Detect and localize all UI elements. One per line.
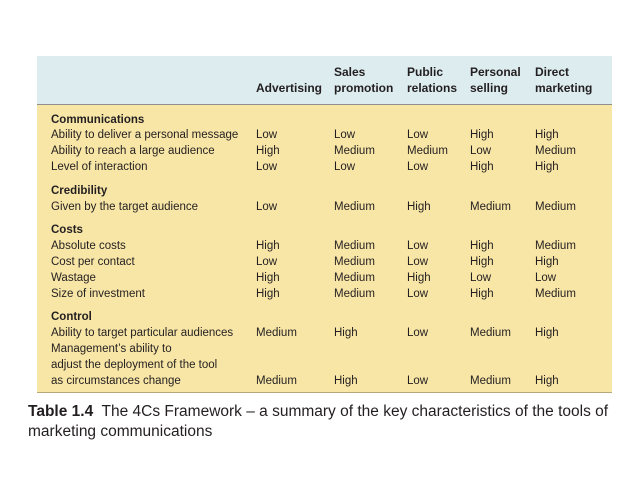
caption-text: The 4Cs Framework – a summary of the key characteristics of the tools of marketing communications	[28, 403, 609, 440]
row-label-line: adjust the deployment of the tool	[51, 359, 218, 371]
row-label: Cost per contact	[51, 256, 135, 268]
cell: High	[535, 375, 559, 387]
table-row	[37, 373, 612, 389]
cell: Medium	[470, 201, 511, 213]
row-label-line: as circumstances change	[51, 375, 181, 387]
cell: Low	[470, 272, 492, 284]
header-direct-marketing: Direct marketing	[535, 65, 593, 95]
cell: Low	[407, 375, 429, 387]
cell: Medium	[470, 375, 511, 387]
cell: Medium	[470, 327, 511, 339]
row-label: Size of investment	[51, 288, 145, 300]
cell: Medium	[334, 256, 375, 268]
cell: Low	[407, 240, 429, 252]
cell: High	[470, 240, 494, 252]
cell: High	[407, 201, 431, 213]
cell: Low	[334, 161, 356, 173]
cell: Low	[256, 256, 278, 268]
cell: Medium	[535, 201, 576, 213]
cell: Medium	[334, 201, 375, 213]
cell: High	[535, 256, 559, 268]
cell: Medium	[334, 240, 375, 252]
cell: High	[407, 272, 431, 284]
cell: High	[535, 327, 559, 339]
cell: Low	[470, 145, 492, 157]
cell: Low	[535, 272, 557, 284]
cell: High	[334, 327, 358, 339]
cell: High	[535, 161, 559, 173]
row-label: Absolute costs	[51, 240, 126, 252]
caption-number: Table 1.4	[28, 403, 94, 420]
row-label: Given by the target audience	[51, 201, 199, 213]
section-title: Credibility	[51, 185, 108, 197]
cell: Low	[334, 129, 356, 141]
table-row	[37, 159, 612, 175]
cell: Medium	[256, 375, 297, 387]
table-row	[37, 270, 612, 286]
cell: Low	[407, 256, 429, 268]
cell: Low	[256, 161, 278, 173]
section-title: Communications	[51, 114, 145, 126]
cell: High	[334, 375, 358, 387]
row-label-line: Management’s ability to	[51, 343, 172, 355]
row-label: Ability to reach a large audience	[51, 145, 215, 157]
cell: High	[535, 129, 559, 141]
cell: High	[256, 272, 280, 284]
cell: Low	[407, 129, 429, 141]
cell: Low	[256, 201, 278, 213]
cell: Low	[407, 288, 429, 300]
section-title: Costs	[51, 224, 83, 236]
cell: High	[470, 256, 494, 268]
table-row	[37, 127, 612, 143]
cell: High	[256, 145, 280, 157]
row-label: Ability to deliver a personal message	[51, 129, 239, 141]
cell: Low	[407, 161, 429, 173]
table-row	[37, 286, 612, 302]
cell: Medium	[334, 288, 375, 300]
section-title: Control	[51, 311, 92, 323]
cell: Medium	[407, 145, 448, 157]
table-row	[37, 238, 612, 254]
cell: Medium	[334, 145, 375, 157]
header-sales-promotion: Sales promotion	[334, 65, 394, 95]
table-row	[37, 254, 612, 270]
table-caption	[28, 402, 618, 442]
header-personal-selling: Personal selling	[470, 65, 521, 95]
cell: Medium	[535, 240, 576, 252]
table-row	[37, 325, 612, 341]
cell: Medium	[535, 145, 576, 157]
cell: Low	[256, 129, 278, 141]
cell: High	[470, 129, 494, 141]
row-label: Ability to target particular audiences	[51, 327, 234, 339]
cell: High	[470, 288, 494, 300]
cell: Medium	[256, 327, 297, 339]
cell: Medium	[535, 288, 576, 300]
header-advertising: Advertising	[256, 81, 323, 95]
row-label: Wastage	[51, 272, 96, 284]
cell: High	[470, 161, 494, 173]
row-label: Level of interaction	[51, 161, 148, 173]
cell: Medium	[334, 272, 375, 284]
table-row	[37, 199, 612, 215]
table-row	[37, 143, 612, 159]
header-public-relations: Public relations	[407, 65, 458, 95]
cell: High	[256, 240, 280, 252]
cell: Low	[407, 327, 429, 339]
table-header	[37, 56, 612, 105]
cell: High	[256, 288, 280, 300]
characteristics-table	[37, 56, 612, 393]
